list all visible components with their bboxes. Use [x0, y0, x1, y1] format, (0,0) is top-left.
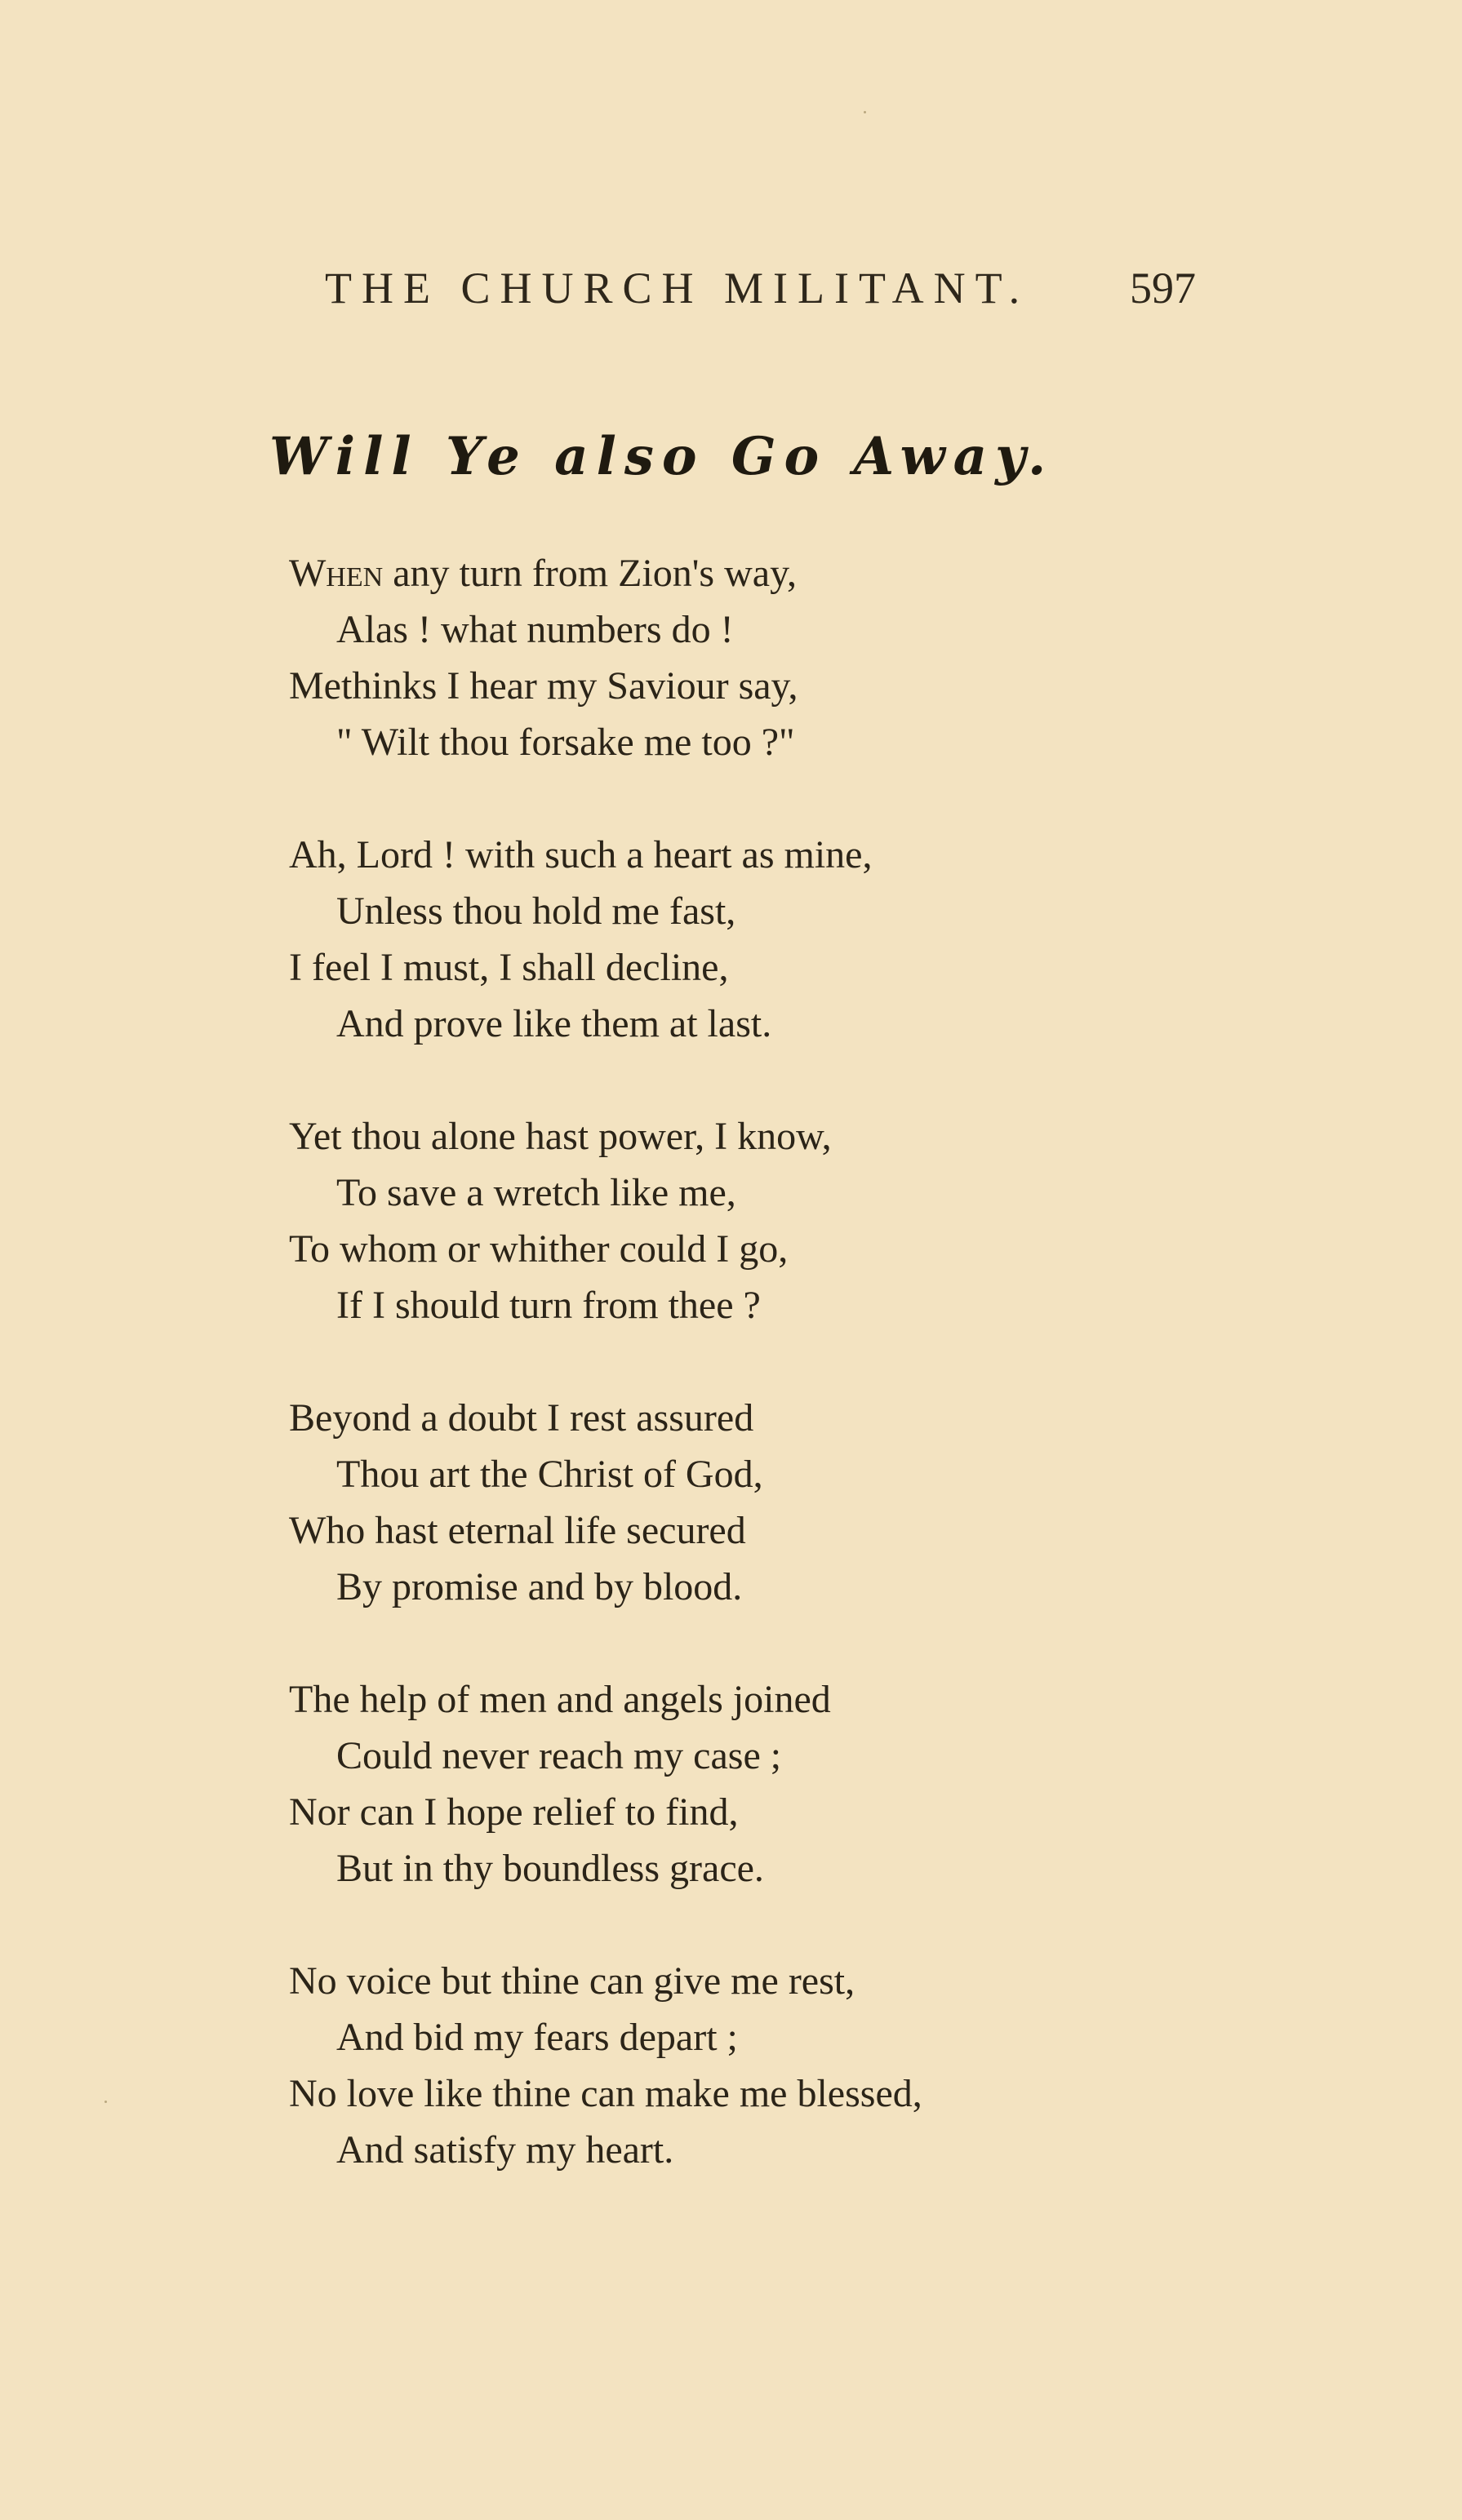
stanza-line: And bid my fears depart ; [336, 2016, 738, 2059]
stanza-line: But in thy boundless grace. [336, 1847, 764, 1890]
paper-speck [104, 2101, 107, 2103]
running-head [325, 263, 1223, 320]
stanza-line: To whom or whither could I go, [289, 1227, 789, 1271]
stanza-line: I feel I must, I shall decline, [289, 946, 729, 989]
stanza-1 [289, 545, 1187, 770]
stanza-line: Who hast eternal life secured [289, 1509, 746, 1552]
stanza-line: By promise and by blood. [336, 1565, 743, 1608]
stanza-line: Could never reach my case ; [336, 1734, 782, 1777]
stanza-line [289, 545, 1187, 601]
stanza-2 [289, 827, 1187, 1052]
stanza-3 [289, 1108, 1187, 1333]
stanza-6 [289, 1953, 1187, 2178]
stanza-5 [289, 1671, 1187, 1897]
stanza-line: Ah, Lord ! with such a heart as mine, [289, 833, 873, 876]
poem-title: Will Ye also Go Away. [269, 426, 1055, 487]
running-head-title: THE CHURCH MILITANT. [325, 264, 1030, 313]
poem-body [289, 545, 1187, 2234]
stanza-line: Unless thou hold me fast, [336, 890, 736, 933]
stanza-line: Yet thou alone hast power, I know, [289, 1115, 832, 1158]
stanza-line: Nor can I hope relief to find, [289, 1790, 739, 1834]
stanza-line: Methinks I hear my Saviour say, [289, 664, 798, 708]
stanza-line: And prove like them at last. [336, 1002, 772, 1045]
stanza-line: And satisfy my heart. [336, 2128, 674, 2172]
stanza-line: No love like thine can make me blessed, [289, 2072, 922, 2115]
stanza-4 [289, 1390, 1187, 1615]
stanza-line: Alas ! what numbers do ! [336, 608, 734, 651]
stanza-line: Beyond a doubt I rest assured [289, 1396, 754, 1440]
poem-first-word: When [289, 552, 384, 595]
stanza-line: To save a wretch like me, [336, 1171, 736, 1214]
stanza-line: Thou art the Christ of God, [336, 1453, 763, 1496]
stanza-line: The help of men and angels joined [289, 1678, 831, 1721]
stanza-line-text: any turn from Zion's way, [393, 552, 797, 595]
paper-speck [864, 111, 866, 113]
stanza-line: " Wilt thou forsake me too ?" [336, 721, 795, 764]
stanza-line: No voice but thine can give me rest, [289, 1959, 855, 2003]
stanza-line: If I should turn from thee ? [336, 1284, 761, 1327]
page-number: 597 [1130, 264, 1196, 313]
